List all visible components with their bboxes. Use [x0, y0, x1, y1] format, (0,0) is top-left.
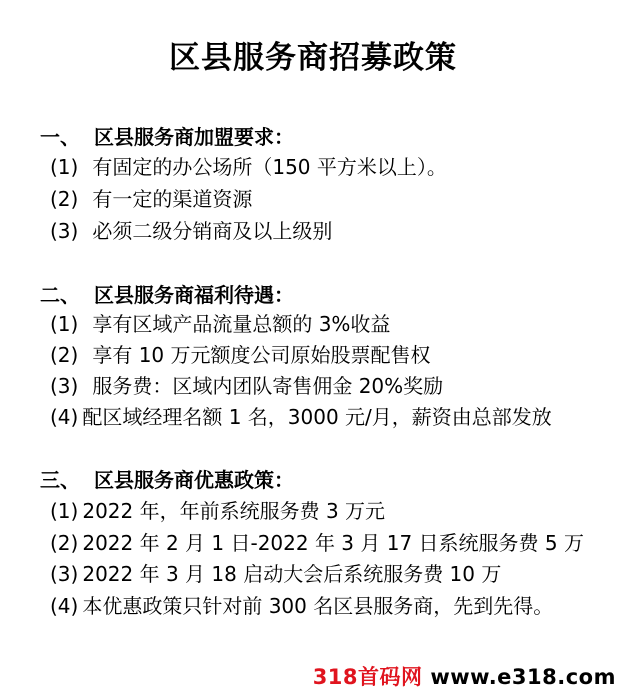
section-3-item-3 [50, 560, 501, 588]
section-2-item-3 [50, 372, 443, 400]
item-index: (4) [50, 405, 79, 429]
item-text: 服务费：区域内团队寄售佣金 20%奖励 [92, 374, 444, 398]
section-2-item-4 [50, 403, 552, 431]
item-index: (3) [50, 374, 79, 398]
item-index: (4) [50, 594, 79, 618]
section-1-number: 一、 [40, 125, 80, 149]
item-index: (1) [50, 499, 79, 523]
section-1-item-3 [50, 217, 332, 245]
item-text: 有固定的办公场所（150 平方米以上）。 [92, 155, 447, 179]
watermark-brand: 318首码网 [312, 665, 423, 689]
section-1-item-2 [50, 185, 252, 213]
section-3-item-2 [50, 529, 584, 557]
section-2-item-2 [50, 341, 431, 369]
item-text: 本优惠政策只针对前 300 名区县服务商，先到先得。 [82, 594, 554, 618]
item-text: 有一定的渠道资源 [92, 187, 253, 211]
section-2-item-1 [50, 310, 390, 338]
item-index: (2) [50, 343, 79, 367]
section-1-heading [40, 123, 294, 151]
item-text: 必须二级分销商及以上级别 [92, 219, 333, 243]
item-text: 2022 年 2 月 1 日-2022 年 3 月 17 日系统服务费 5 万 [82, 531, 584, 555]
section-1-title: 区县服务商加盟要求： [94, 125, 294, 149]
item-index: (2) [50, 531, 79, 555]
item-index: (1) [50, 312, 79, 336]
section-1-item-1 [50, 153, 447, 181]
item-text: 配区域经理名额 1 名，3000 元/月，薪资由总部发放 [82, 405, 552, 429]
item-index: (3) [50, 562, 79, 586]
section-3-number: 三、 [40, 468, 80, 492]
section-3-item-4 [50, 592, 553, 620]
item-text: 2022 年，年前系统服务费 3 万元 [82, 499, 386, 523]
item-text: 享有 10 万元额度公司原始股票配售权 [92, 343, 431, 367]
site-watermark [313, 663, 616, 691]
section-3-heading [40, 466, 294, 494]
item-index: (2) [50, 187, 79, 211]
item-text: 2022 年 3 月 18 启动大会后系统服务费 10 万 [82, 562, 502, 586]
section-2-heading [40, 281, 294, 309]
item-text: 享有区域产品流量总额的 3%收益 [92, 312, 391, 336]
section-2-number: 二、 [40, 283, 80, 307]
section-3-title: 区县服务商优惠政策： [94, 468, 294, 492]
watermark-url: www.e318.com [430, 665, 616, 689]
item-index: (1) [50, 155, 79, 179]
item-index: (3) [50, 219, 79, 243]
page-title: 区县服务商招募政策 [169, 40, 457, 76]
section-2-title: 区县服务商福利待遇： [94, 283, 294, 307]
section-3-item-1 [50, 497, 385, 525]
